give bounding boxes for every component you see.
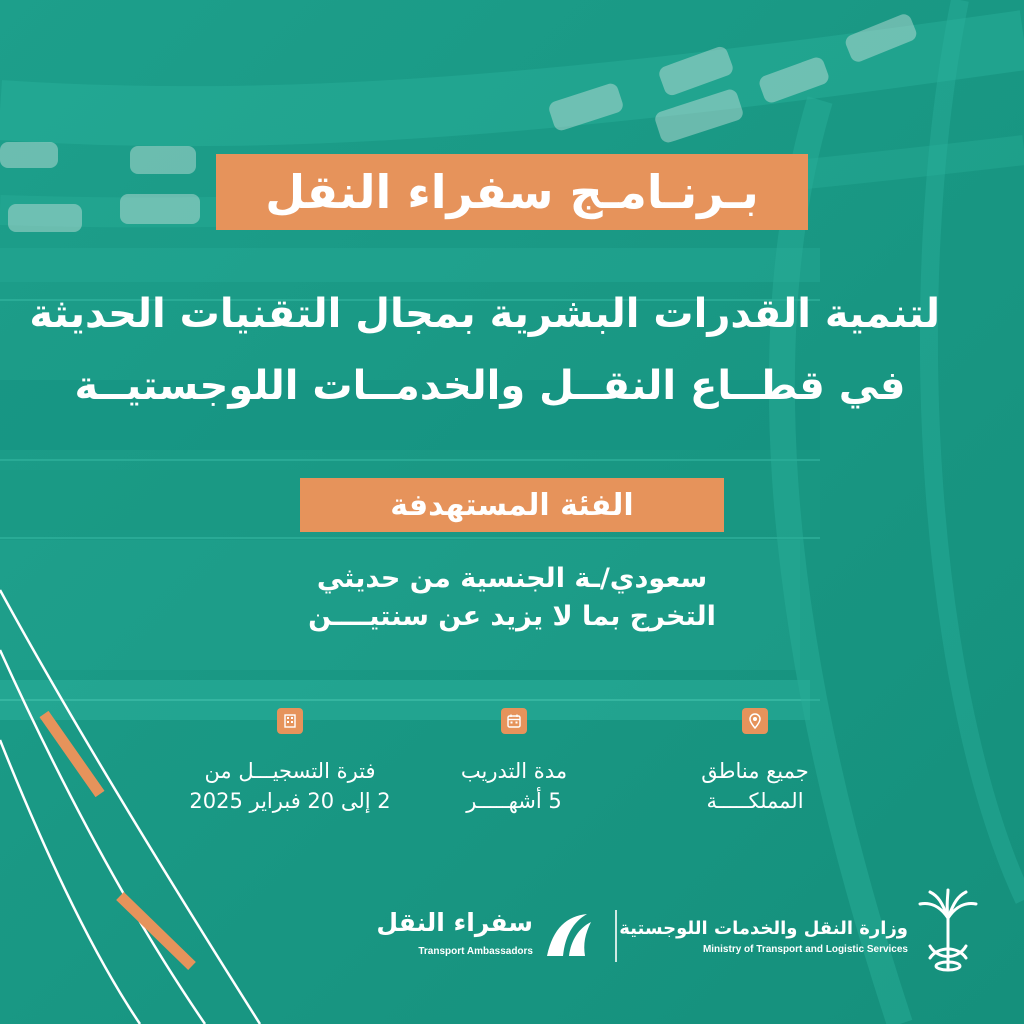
ministry-name-arabic: وزارة النقل والخدمات اللوجستية (619, 918, 908, 939)
subtitle-line-2: في قطــاع النقــل والخدمــات اللوجستيــة (74, 363, 906, 409)
ministry-logo (619, 880, 980, 980)
info-registration (160, 708, 420, 816)
transport-ambassadors-logo (376, 908, 595, 968)
ministry-name-english: Ministry of Transport and Logistic Services (702, 944, 908, 955)
target-line-1: سعودي/ـة الجنسية من حديثي (316, 563, 708, 594)
program-logo-english: Transport Ambassadors (418, 946, 533, 957)
region-line-2: المملكـــــة (706, 789, 804, 813)
program-logo-arabic: سفراء النقل (376, 908, 533, 937)
target-line-2: التخرج بما لا يزيد عن سنتيــــن (308, 601, 716, 632)
target-group-banner (300, 478, 724, 532)
logo-divider (615, 910, 617, 962)
info-region (625, 708, 885, 816)
registration-line-2: 2 إلى 20 فبراير 2025 (189, 789, 391, 813)
subtitle-line-1: لتنمية القدرات البشرية بمجال التقنيات الحديثة (29, 291, 940, 337)
target-group-description (262, 560, 762, 636)
calendar-icon (501, 708, 527, 734)
duration-line-2: 5 أشهـــــر (466, 789, 562, 813)
building-icon (277, 708, 303, 734)
registration-line-1: فترة التسجيـــل من (204, 759, 376, 783)
info-duration (384, 708, 644, 816)
road-arch-icon (543, 908, 595, 960)
duration-line-1: مدة التدريب (460, 759, 568, 783)
program-title: بـرنـامـج سفراء النقل (265, 165, 759, 219)
region-line-1: جميع مناطق (701, 759, 809, 783)
palm-emblem-icon (916, 888, 980, 972)
program-subtitle (29, 278, 940, 422)
footer-logos (376, 880, 980, 980)
target-group-heading: الفئة المستهدفة (390, 487, 634, 523)
location-pin-icon (742, 708, 768, 734)
program-title-banner (216, 154, 808, 230)
